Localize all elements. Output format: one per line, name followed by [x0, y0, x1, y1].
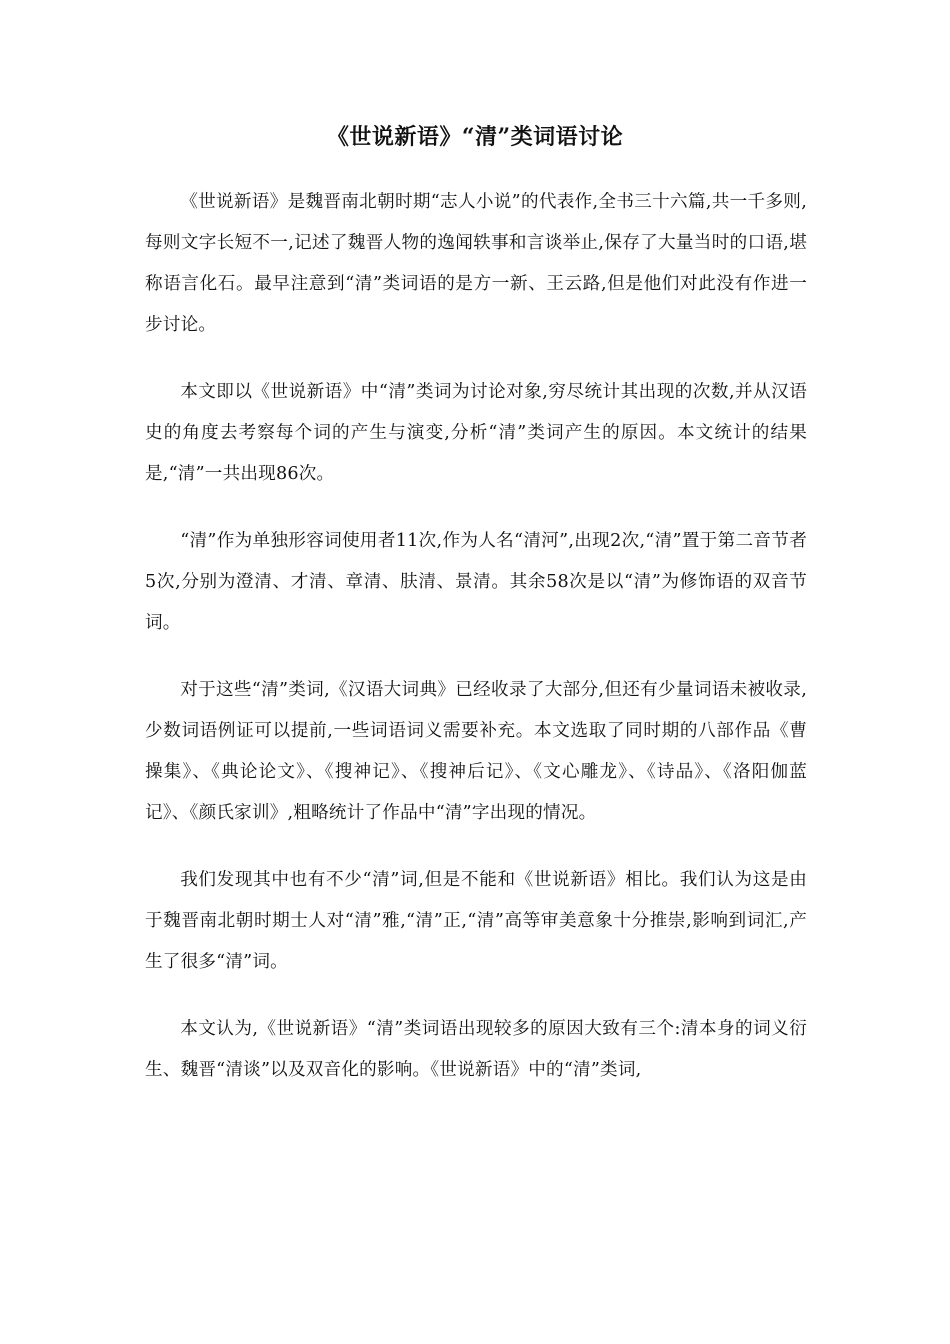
- document-title: 《世说新语》“清”类词语讨论: [326, 124, 624, 150]
- paragraph-1: 《世说新语》是魏晋南北朝时期“志人小说”的代表作,全书三十六篇,共一千多则,每则文字长短不一,记述了魏晋人物的逸闻轶事和言谈举止,保存了大量当时的口语,堪称语言化石。最早注意到“清”类词语的是方一新、王云路,但是他们对此没有作进一步讨论。: [145, 192, 807, 335]
- paragraph-6: 本文认为,《世说新语》“清”类词语出现较多的原因大致有三个:清本身的词义衍生、魏晋“清谈”以及双音化的影响。《世说新语》中的“清”类词,: [145, 1019, 807, 1080]
- paragraph-3: “清”作为单独形容词使用者11次,作为人名“清河”,出现2次,“清”置于第二音节者5次,分别为澄清、才清、章清、肤清、景清。其余58次是以“清”为修饰语的双音节词。: [145, 531, 807, 633]
- paragraph-4: 对于这些“清”类词,《汉语大词典》已经收录了大部分,但还有少量词语未被收录,少数词语例证可以提前,一些词语词义需要补充。本文选取了同时期的八部作品《曹操集》、《典论论文》、《搜神记》、《搜神后记》、《文心雕龙》、《诗品》、《洛阳伽蓝记》、《颜氏家训》,粗略统计了作品中“清”字出现的情况。: [145, 680, 807, 823]
- paragraph-5: 我们发现其中也有不少“清”词,但是不能和《世说新语》相比。我们认为这是由于魏晋南北朝时期士人对“清”雅,“清”正,“清”高等审美意象十分推崇,影响到词汇,产生了很多“清”词。: [145, 870, 807, 972]
- document-body: [145, 182, 807, 1117]
- paragraph-2: 本文即以《世说新语》中“清”类词为讨论对象,穷尽统计其出现的次数,并从汉语史的角度去考察每个词的产生与演变,分析“清”类词产生的原因。本文统计的结果是,“清”一共出现86次。: [145, 382, 807, 484]
